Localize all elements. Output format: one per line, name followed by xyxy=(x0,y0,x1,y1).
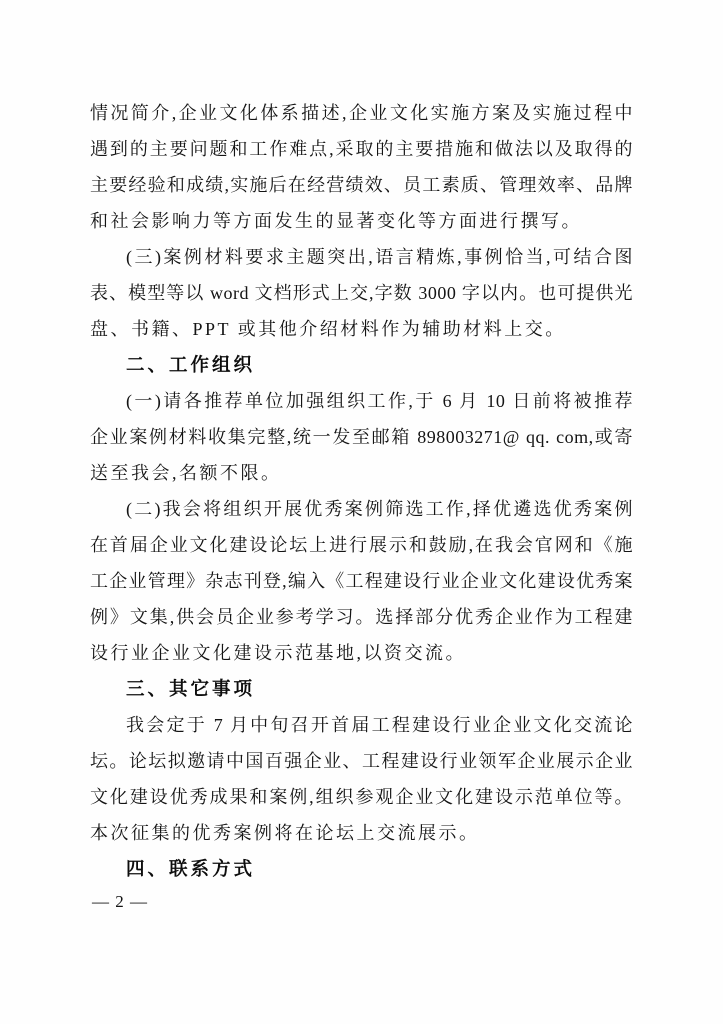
page-number: — 2 — xyxy=(92,892,148,911)
text-line: (一)请各推荐单位加强组织工作,于 6 月 10 日前将被推荐 xyxy=(126,391,633,411)
text-line: 表、模型等以 word 文档形式上交,字数 3000 字以内。也可提供光 xyxy=(90,283,633,303)
text-line: 遇到的主要问题和工作难点,采取的主要措施和做法以及取得的 xyxy=(90,139,633,159)
text-line: 例》文集,供会员企业参考学习。选择部分优秀企业作为工程建 xyxy=(90,607,633,627)
section-heading: 三、其它事项 xyxy=(126,678,256,699)
text-line: (二)我会将组织开展优秀案例筛选工作,择优遴选优秀案例 xyxy=(126,499,633,519)
text-line: 文化建设优秀成果和案例,组织参观企业文化建设示范单位等。 xyxy=(90,787,633,807)
text-line: (三)案例材料要求主题突出,语言精炼,事例恰当,可结合图 xyxy=(126,247,633,267)
text-line: 工企业管理》杂志刊登,编入《工程建设行业企业文化建设优秀案 xyxy=(90,571,633,591)
text-line: 情况简介,企业文化体系描述,企业文化实施方案及实施过程中 xyxy=(90,103,633,123)
text-line: 本次征集的优秀案例将在论坛上交流展示。 xyxy=(90,823,480,843)
text-line: 和社会影响力等方面发生的显著变化等方面进行撰写。 xyxy=(90,211,582,231)
text-line: 在首届企业文化建设论坛上进行展示和鼓励,在我会官网和《施 xyxy=(90,535,633,555)
text-line: 设行业企业文化建设示范基地,以资交流。 xyxy=(90,643,466,663)
text-line: 企业案例材料收集完整,统一发至邮箱 898003271@ qq. com,或寄 xyxy=(90,427,633,447)
text-line: 坛。论坛拟邀请中国百强企业、工程建设行业领军企业展示企业 xyxy=(90,751,633,771)
document-body xyxy=(90,95,633,887)
text-line: 盘、书籍、PPT 或其他介绍材料作为辅助材料上交。 xyxy=(90,319,566,339)
text-line: 送至我会,名额不限。 xyxy=(90,463,282,483)
section-heading: 二、工作组织 xyxy=(126,354,256,375)
text-line: 我会定于 7 月中旬召开首届工程建设行业企业文化交流论 xyxy=(126,715,633,735)
section-heading: 四、联系方式 xyxy=(126,858,256,879)
text-line: 主要经验和成绩,实施后在经营绩效、员工素质、管理效率、品牌 xyxy=(90,175,633,195)
